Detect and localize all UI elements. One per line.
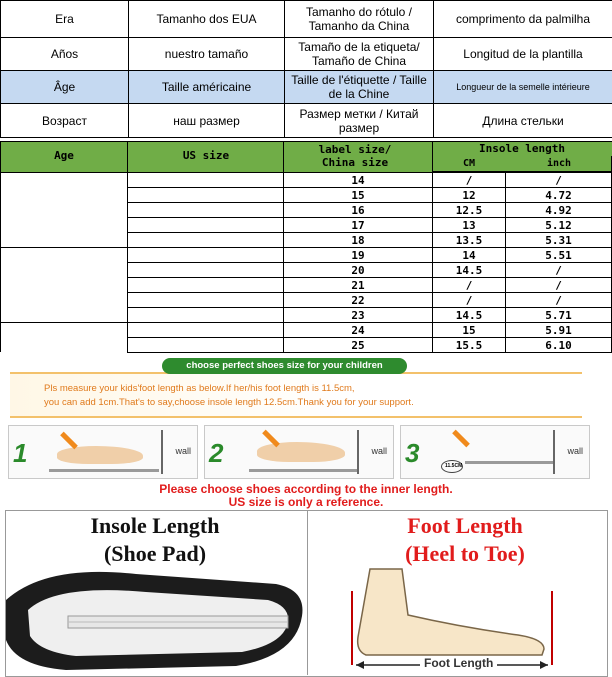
step-number: 1 [13, 438, 27, 469]
size-table [0, 172, 612, 354]
header-cell: Taille américaine [129, 71, 285, 104]
size-row [0, 277, 612, 292]
wall-icon [161, 430, 163, 474]
measure-mark-label: 11.5CM [445, 463, 462, 469]
header-cell: Âge [1, 71, 129, 104]
size-cell-inch: / [505, 262, 612, 277]
size-cell-cm: 12.5 [432, 202, 505, 217]
ruler-icon [465, 461, 555, 464]
pencil-icon [60, 432, 78, 450]
header-cell: Años [1, 38, 129, 71]
foot-length-title [345, 512, 585, 568]
header-cell: Возраст [1, 104, 129, 138]
us-size-cell [127, 172, 283, 187]
ruler-icon [49, 469, 159, 472]
pencil-icon [452, 430, 470, 448]
age-cell [0, 292, 127, 307]
size-cell-cm: / [432, 172, 505, 187]
foot-subtitle-line: (Heel to Toe) [345, 540, 585, 568]
size-row [0, 247, 612, 262]
us-size-header: US size [128, 149, 284, 162]
header-cell: comprimento da palmilha [434, 1, 612, 38]
size-cell-cm: 14.5 [432, 262, 505, 277]
size-row [0, 217, 612, 232]
cm-header: CM [432, 158, 506, 169]
instruction-line-1: Pls measure your kids'foot length as below.If her/his foot length is 11.5cm, [44, 383, 355, 394]
us-size-cell [127, 337, 283, 352]
size-row [0, 337, 612, 352]
instruction-box [10, 372, 582, 418]
insole-length-title [40, 512, 270, 568]
size-cell-china: 20 [283, 262, 432, 277]
size-cell-cm: 12 [432, 187, 505, 202]
header-cell: наш размер [129, 104, 285, 138]
size-cell-china: 17 [283, 217, 432, 232]
shoe-insole-illustration [6, 570, 306, 674]
size-row [0, 292, 612, 307]
wall-label: wall [371, 446, 387, 456]
size-cell-china: 21 [283, 277, 432, 292]
instruction-line-2: you can add 1cm.That's to say,choose insole length 12.5cm.Thank you for your support. [44, 397, 414, 408]
size-cell-inch: 5.12 [505, 217, 612, 232]
size-cell-cm: / [432, 292, 505, 307]
size-cell-china: 19 [283, 247, 432, 262]
foot-icon [257, 442, 345, 462]
age-cell [0, 187, 127, 202]
us-size-reference-note: US size is only a reference. [0, 495, 612, 509]
size-row [0, 322, 612, 337]
size-cell-china: 15 [283, 187, 432, 202]
wall-label: wall [567, 446, 583, 456]
header-row-portuguese [1, 1, 612, 38]
foot-icon [57, 446, 143, 464]
header-cell: Tamanho dos EUA [129, 1, 285, 38]
header-cell: Tamanho do rótulo / Tamanho da China [285, 1, 434, 38]
size-cell-inch: / [505, 277, 612, 292]
wall-icon [357, 430, 359, 474]
size-cell-china: 16 [283, 202, 432, 217]
header-row-spanish [1, 38, 612, 71]
size-row [0, 202, 612, 217]
size-cell-cm: 13.5 [432, 232, 505, 247]
age-cell [0, 247, 127, 262]
size-cell-inch: 4.92 [505, 202, 612, 217]
header-row-russian [1, 104, 612, 138]
age-cell [0, 202, 127, 217]
header-cell: nuestro tamaño [129, 38, 285, 71]
size-cell-china: 23 [283, 307, 432, 322]
insole-title-line: Insole Length [40, 512, 270, 540]
size-cell-cm: 15 [432, 322, 505, 337]
header-cell: Taille de l'étiquette / Taille de la Chine [285, 71, 434, 104]
header-cell: Longitud de la plantilla [434, 38, 612, 71]
size-row [0, 307, 612, 322]
step-number: 2 [209, 438, 223, 469]
size-cell-cm: / [432, 277, 505, 292]
step-1-panel [8, 425, 198, 479]
size-row [0, 172, 612, 187]
size-cell-cm: 13 [432, 217, 505, 232]
size-cell-inch: 4.72 [505, 187, 612, 202]
english-header-row [0, 141, 612, 172]
size-cell-china: 18 [283, 232, 432, 247]
age-cell [0, 337, 127, 352]
age-cell [0, 217, 127, 232]
size-row [0, 232, 612, 247]
wall-icon [553, 430, 555, 474]
age-header: Age [0, 149, 128, 162]
foot-shape [358, 569, 544, 655]
us-size-cell [127, 322, 283, 337]
us-size-cell [127, 307, 283, 322]
us-size-cell [127, 232, 283, 247]
us-size-cell [127, 247, 283, 262]
header-cell: Tamaño de la etiqueta/ Tamaño de China [285, 38, 434, 71]
size-row [0, 187, 612, 202]
inner-length-warning: Please choose shoes according to the inner length. [0, 482, 612, 496]
size-cell-cm: 14.5 [432, 307, 505, 322]
header-row-french [1, 71, 612, 104]
age-cell [0, 307, 127, 322]
ruler-icon [249, 469, 359, 472]
size-cell-inch: / [505, 292, 612, 307]
step-2-panel [204, 425, 394, 479]
insole-length-header: Insole length [432, 142, 612, 155]
size-cell-cm: 14 [432, 247, 505, 262]
size-cell-china: 22 [283, 292, 432, 307]
foot-length-label: Foot Length [420, 656, 497, 670]
wall-label: wall [175, 446, 191, 456]
size-row [0, 262, 612, 277]
size-cell-china: 25 [283, 337, 432, 352]
foot-title-line: Foot Length [345, 512, 585, 540]
size-cell-cm: 15.5 [432, 337, 505, 352]
size-cell-china: 24 [283, 322, 432, 337]
size-cell-inch: / [505, 172, 612, 187]
insole-subtitle-line: (Shoe Pad) [40, 540, 270, 568]
size-cell-inch: 5.71 [505, 307, 612, 322]
multilingual-header-table [0, 0, 612, 138]
size-cell-inch: 5.51 [505, 247, 612, 262]
size-cell-china: 14 [283, 172, 432, 187]
us-size-cell [127, 187, 283, 202]
us-size-cell [127, 262, 283, 277]
size-cell-inch: 5.31 [505, 232, 612, 247]
step-3-panel [400, 425, 590, 479]
us-size-cell [127, 217, 283, 232]
size-cell-inch: 5.91 [505, 322, 612, 337]
age-cell [0, 322, 127, 337]
age-cell [0, 232, 127, 247]
comparison-divider [307, 510, 308, 675]
age-cell [0, 262, 127, 277]
label-size-header: label size/ China size [300, 143, 410, 169]
us-size-cell [127, 202, 283, 217]
size-cell-inch: 6.10 [505, 337, 612, 352]
size-table-bottom-border [127, 352, 612, 353]
instructions-banner: choose perfect shoes size for your children [162, 358, 407, 374]
step-number: 3 [405, 438, 419, 469]
us-size-cell [127, 292, 283, 307]
header-cell: Размер метки / Китай размер [285, 104, 434, 138]
header-cell: Era [1, 1, 129, 38]
us-size-cell [127, 277, 283, 292]
header-cell: Длина стельки [434, 104, 612, 138]
inch-header: inch [506, 158, 612, 169]
header-cell: Longueur de la semelle intérieure [434, 71, 612, 104]
age-cell [0, 277, 127, 292]
age-cell [0, 172, 127, 187]
